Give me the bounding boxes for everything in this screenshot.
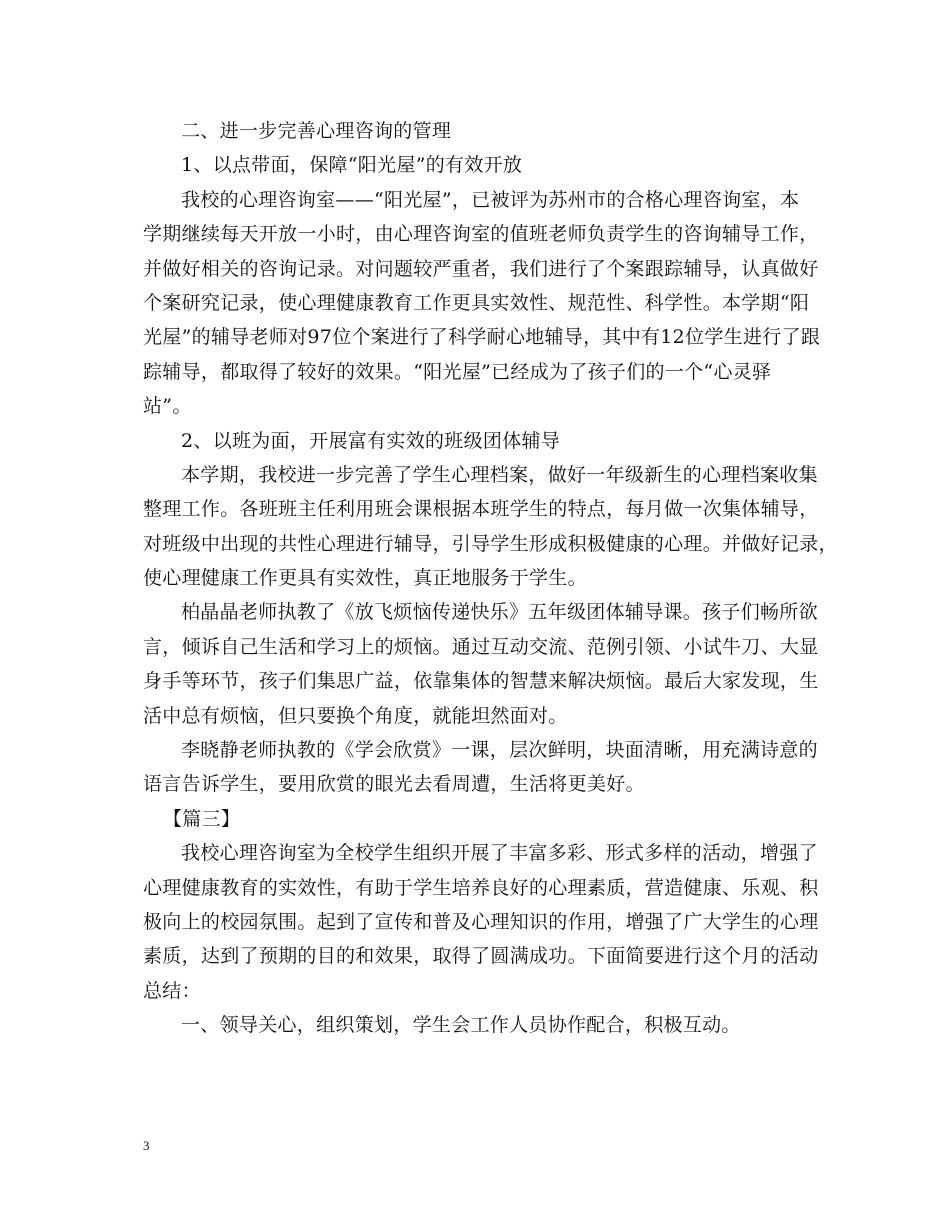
paragraph-line: 踪辅导，都取得了较好的效果。“阳光屋”已经成为了孩子们的一个“心灵驿 bbox=[143, 360, 772, 383]
paragraph-line: 整理工作。各班班主任利用班会课根据本班学生的特点，每月做一次集体辅导， bbox=[143, 498, 819, 521]
paragraph-line: 语言告诉学生，要用欣赏的眼光去看周遭，生活将更美好。 bbox=[143, 773, 645, 796]
paragraph-line: 我校的心理咨询室——“阳光屋”，已被评为苏州市的合格心理咨询室，本 bbox=[181, 188, 800, 211]
paragraph-line: 本学期，我校进一步完善了学生心理档案，做好一年级新生的心理档案收集 bbox=[181, 463, 818, 486]
subsection-heading: 1、以点带面，保障“阳光屋”的有效开放 bbox=[181, 154, 523, 177]
paragraph-line: 素质，达到了预期的目的和效果，取得了圆满成功。下面简要进行这个月的活动 bbox=[143, 945, 819, 968]
paragraph-line: 光屋”的辅导老师对97位个案进行了科学耐心地辅导，其中有12位学生进行了跟 bbox=[143, 326, 821, 349]
paragraph-line: 对班级中出现的共性心理进行辅导，引导学生形成积极健康的心理。并做好记录， bbox=[143, 532, 838, 555]
subsection-heading: 2、以班为面，开展富有实效的班级团体辅导 bbox=[181, 429, 561, 452]
paragraph-line: 学期继续每天开放一小时，由心理咨询室的值班老师负责学生的咨询辅导工作， bbox=[143, 223, 819, 246]
page-number: 3 bbox=[143, 1138, 150, 1153]
paragraph-line: 并做好相关的咨询记录。对问题较严重者，我们进行了个案跟踪辅导，认真做好 bbox=[143, 257, 819, 280]
paragraph-line: 李晓静老师执教的《学会欣赏》一课，层次鲜明，块面清晰，用充满诗意的 bbox=[181, 739, 818, 762]
paragraph-line: 使心理健康工作更具有实效性，真正地服务于学生。 bbox=[143, 567, 587, 590]
paragraph-line: 总结： bbox=[143, 979, 201, 1002]
paragraph-line: 身手等环节，孩子们集思广益，依靠集体的智慧来解决烦恼。最后大家发现，生 bbox=[143, 670, 819, 693]
paragraph-line: 我校心理咨询室为全校学生组织开展了丰富多彩、形式多样的活动，增强了 bbox=[181, 842, 818, 865]
paragraph-line: 个案研究记录，使心理健康教育工作更具实效性、规范性、科学性。本学期“阳 bbox=[143, 291, 810, 314]
section-heading: 二、进一步完善心理咨询的管理 bbox=[181, 120, 452, 142]
part-heading: 【篇三】 bbox=[163, 807, 241, 830]
paragraph-line: 站”。 bbox=[143, 395, 192, 418]
paragraph-line: 言，倾诉自己生活和学习上的烦恼。通过互动交流、范例引领、小试牛刀、大显 bbox=[143, 635, 819, 658]
paragraph-line: 心理健康教育的实效性，有助于学生培养良好的心理素质，营造健康、乐观、积 bbox=[143, 876, 819, 899]
document-body bbox=[143, 114, 838, 1043]
paragraph-line: 活中总有烦恼，但只要换个角度，就能坦然面对。 bbox=[143, 704, 568, 727]
section-heading: 一、领导关心，组织策划，学生会工作人员协作配合，积极互动。 bbox=[181, 1014, 741, 1037]
paragraph-line: 极向上的校园氛围。起到了宣传和普及心理知识的作用，增强了广大学生的心理 bbox=[143, 910, 819, 933]
paragraph-line: 柏晶晶老师执教了《放飞烦恼传递快乐》五年级团体辅导课。孩子们畅所欲 bbox=[181, 601, 818, 624]
